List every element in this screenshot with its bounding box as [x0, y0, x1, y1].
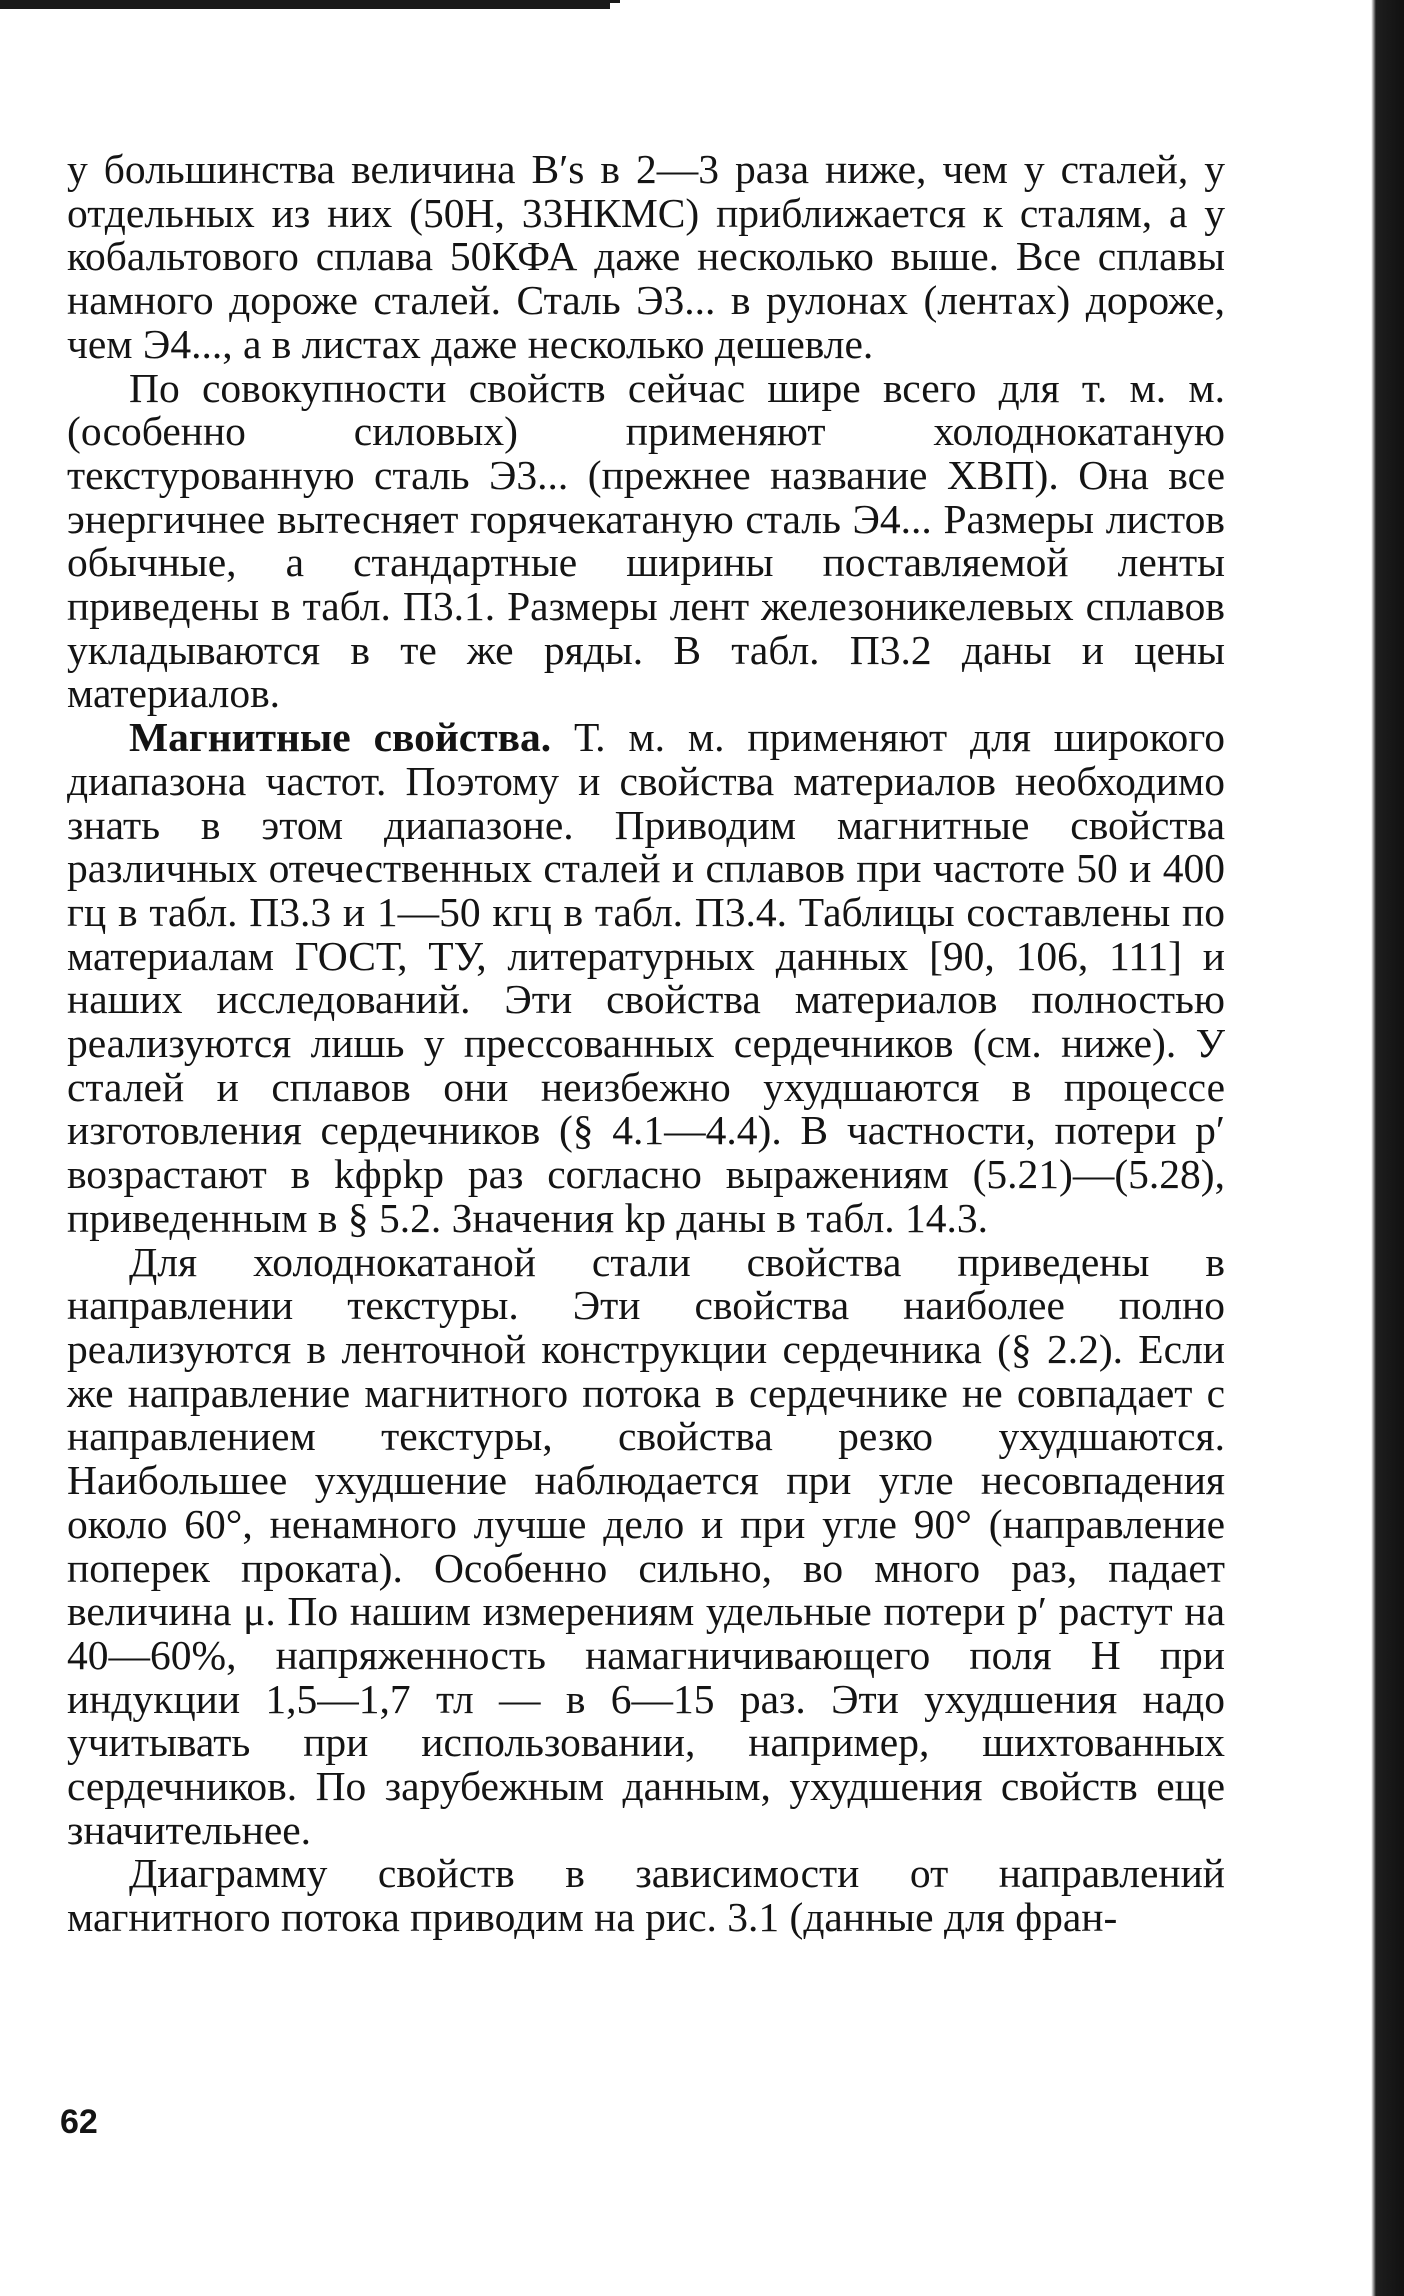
paragraph-text: Для холоднокатаной стали свойства приведены в направлении текстуры. Эти свойства наиболее полно реализуются в ленточной конструкции сердечника (§ 2.2). Если же направление магнитного потока в сердечнике не совпадает с направлением текстуры, свойства резко ухудшаются. Наибольшее ухудшение наблюдается при угле несовпадения около 60°, ненамного лучше дело и при угле 90° (направление поперек проката). Особенно сильно, во много раз, падает величина μ. По нашим измерениям удельные потери p′ растут на 40—60%, напряженность намагничивающего поля H при индукции 1,5—1,7 тл — в 6—15 раз. Эти ухудшения надо учитывать при использовании, например, шихтованных сердечников. По зарубежным данным, ухудшения свойств еще значительнее.	[67, 1238, 1225, 1853]
paragraph-cold-rolled-steel	[67, 364, 1225, 717]
top-scan-rule-thin	[600, 0, 620, 3]
page-body	[67, 148, 1225, 1940]
paragraph-text: Диаграмму свойств в зависимости от направлений магнитного потока приводим на рис. 3.1 (данные для фран-	[67, 1850, 1225, 1941]
paragraph-saturation-comparison	[67, 148, 1225, 367]
paragraph-diagram-reference	[67, 1852, 1225, 1939]
section-run-in-heading: Магнитные свойства.	[129, 714, 552, 761]
paragraph-magnetic-properties	[67, 716, 1225, 1240]
paragraph-texture-direction	[67, 1238, 1225, 1853]
paragraph-text: Т. м. м. применяют для широкого диапазона частот. Поэтому и свойства материалов необходимо знать в этом диапазоне. Приводим магнитные свойства различных отечественных сталей и сплавов при частоте 50 и 400 гц в табл. П3.3 и 1—50 кгц в табл. П3.4. Таблицы составлены по материалам ГОСТ, ТУ, литературных данных [90, 106, 111] и наших исследований. Эти свойства материалов полностью реализуются лишь у прессованных сердечников (см. ниже). У сталей и сплавов они неизбежно ухудшаются в процессе изготовления сердечников (§ 4.1—4.4). В частности, потери p′ возрастают в kфрkр раз согласно выражениям (5.21)—(5.28), приведенным в § 5.2. Значения kр даны в табл. 14.3.	[67, 714, 1225, 1241]
page-number: 62	[60, 2103, 98, 2141]
paragraph-text: По совокупности свойств сейчас шире всего для т. м. м. (особенно силовых) применяют холоднокатаную текстурованную сталь Э3... (прежнее название ХВП). Она все энергичнее вытесняет горячекатаную сталь Э4... Размеры листов обычные, а стандартные ширины поставляемой ленты приведены в табл. П3.1. Размеры лент железоникелевых сплавов укладываются в те же ряды. В табл. П3.2 даны и цены материалов.	[67, 364, 1225, 717]
top-scan-rule	[0, 0, 610, 9]
page-edge-shadow	[1364, 0, 1404, 2296]
paragraph-text: у большинства величина B′s в 2—3 раза ниже, чем у сталей, у отдельных из них (50Н, 33НКМС) приближается к сталям, а у кобальтового сплава 50КФА даже несколько выше. Все сплавы намного дороже сталей. Сталь Э3... в рулонах (лентах) дороже, чем Э4..., а в листах даже несколько дешевле.	[67, 146, 1225, 367]
